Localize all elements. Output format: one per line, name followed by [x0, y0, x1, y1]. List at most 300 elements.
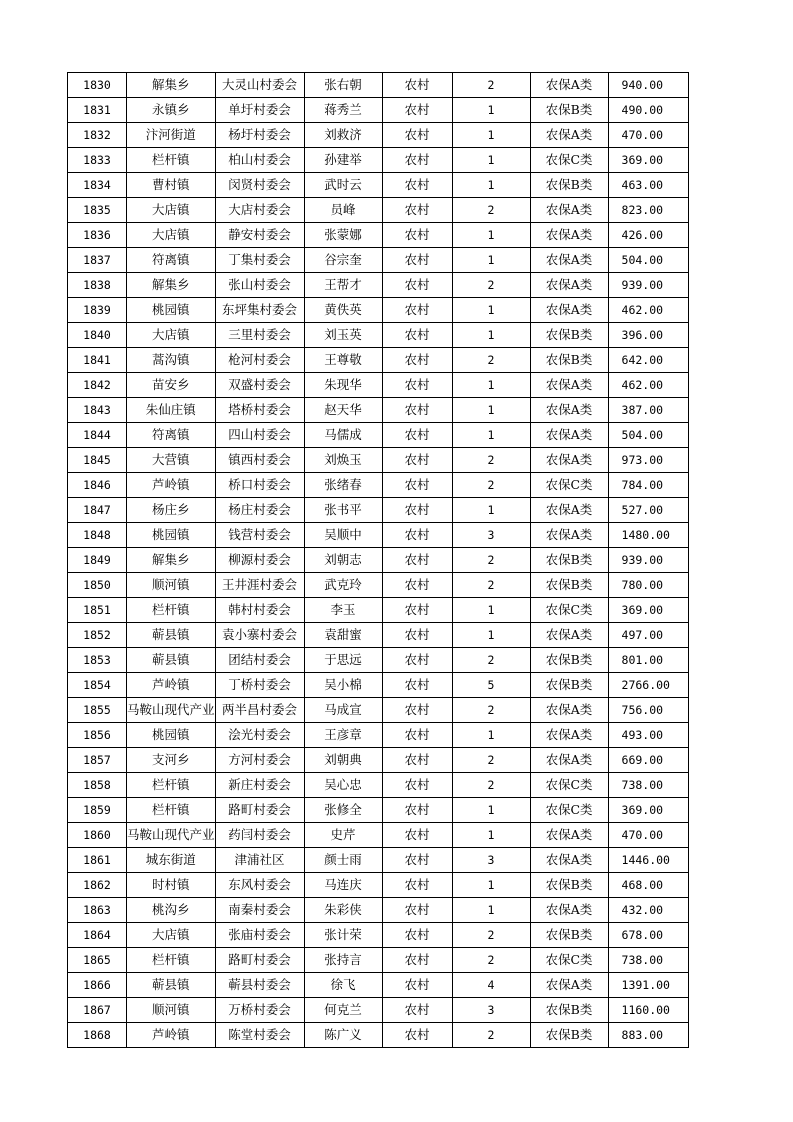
table-row: [68, 973, 689, 998]
insurance-class-cell: 农保A类: [530, 848, 608, 873]
row-number-cell: 1831: [68, 98, 127, 123]
household-count-cell: 1: [452, 248, 530, 273]
area-type-cell: 农村: [382, 698, 452, 723]
row-number-cell: 1835: [68, 198, 127, 223]
insurance-class-cell: 农保B类: [530, 1023, 608, 1048]
township-cell: 蕲县镇: [127, 973, 216, 998]
records-table: [67, 72, 689, 1048]
table-row: [68, 873, 689, 898]
insurance-class-cell: 农保A类: [530, 423, 608, 448]
person-name-cell: 刘朝志: [304, 548, 382, 573]
table-row: [68, 723, 689, 748]
person-name-cell: 袁甜蜜: [304, 623, 382, 648]
amount-cell: 497.00: [608, 623, 688, 648]
village-cell: 柳源村委会: [215, 548, 304, 573]
insurance-class-cell: 农保A类: [530, 973, 608, 998]
township-cell: 桃园镇: [127, 523, 216, 548]
village-cell: 两半昌村委会: [215, 698, 304, 723]
table-row: [68, 898, 689, 923]
amount-cell: 1446.00: [608, 848, 688, 873]
row-number-cell: 1830: [68, 73, 127, 98]
village-cell: 方河村委会: [215, 748, 304, 773]
township-cell: 汴河街道: [127, 123, 216, 148]
row-number-cell: 1855: [68, 698, 127, 723]
row-number-cell: 1847: [68, 498, 127, 523]
person-name-cell: 陈广义: [304, 1023, 382, 1048]
amount-cell: 462.00: [608, 298, 688, 323]
person-name-cell: 武克玲: [304, 573, 382, 598]
household-count-cell: 1: [452, 398, 530, 423]
area-type-cell: 农村: [382, 173, 452, 198]
person-name-cell: 刘焕玉: [304, 448, 382, 473]
household-count-cell: 2: [452, 473, 530, 498]
row-number-cell: 1854: [68, 673, 127, 698]
table-row: [68, 223, 689, 248]
household-count-cell: 1: [452, 898, 530, 923]
village-cell: 南秦村委会: [215, 898, 304, 923]
row-number-cell: 1839: [68, 298, 127, 323]
insurance-class-cell: 农保C类: [530, 148, 608, 173]
village-cell: 团结村委会: [215, 648, 304, 673]
person-name-cell: 马儒成: [304, 423, 382, 448]
township-cell: 大店镇: [127, 323, 216, 348]
household-count-cell: 5: [452, 673, 530, 698]
village-cell: 塔桥村委会: [215, 398, 304, 423]
person-name-cell: 刘救济: [304, 123, 382, 148]
area-type-cell: 农村: [382, 473, 452, 498]
township-cell: 桃园镇: [127, 298, 216, 323]
area-type-cell: 农村: [382, 248, 452, 273]
household-count-cell: 1: [452, 173, 530, 198]
insurance-class-cell: 农保C类: [530, 948, 608, 973]
amount-cell: 369.00: [608, 148, 688, 173]
insurance-class-cell: 农保C类: [530, 773, 608, 798]
area-type-cell: 农村: [382, 598, 452, 623]
table-row: [68, 348, 689, 373]
village-cell: 大店村委会: [215, 198, 304, 223]
amount-cell: 940.00: [608, 73, 688, 98]
township-cell: 蕲县镇: [127, 648, 216, 673]
village-cell: 路町村委会: [215, 948, 304, 973]
household-count-cell: 1: [452, 798, 530, 823]
row-number-cell: 1856: [68, 723, 127, 748]
table-row: [68, 398, 689, 423]
table-row: [68, 173, 689, 198]
village-cell: 镇西村委会: [215, 448, 304, 473]
person-name-cell: 李玉: [304, 598, 382, 623]
insurance-class-cell: 农保A类: [530, 723, 608, 748]
person-name-cell: 刘玉英: [304, 323, 382, 348]
row-number-cell: 1848: [68, 523, 127, 548]
amount-cell: 883.00: [608, 1023, 688, 1048]
person-name-cell: 武时云: [304, 173, 382, 198]
person-name-cell: 吴心忠: [304, 773, 382, 798]
table-row: [68, 798, 689, 823]
row-number-cell: 1837: [68, 248, 127, 273]
amount-cell: 784.00: [608, 473, 688, 498]
person-name-cell: 孙建举: [304, 148, 382, 173]
household-count-cell: 1: [452, 373, 530, 398]
insurance-class-cell: 农保B类: [530, 348, 608, 373]
area-type-cell: 农村: [382, 373, 452, 398]
township-cell: 栏杆镇: [127, 948, 216, 973]
insurance-class-cell: 农保A类: [530, 523, 608, 548]
area-type-cell: 农村: [382, 223, 452, 248]
household-count-cell: 1: [452, 223, 530, 248]
household-count-cell: 2: [452, 548, 530, 573]
amount-cell: 2766.00: [608, 673, 688, 698]
table-row: [68, 848, 689, 873]
table-row: [68, 98, 689, 123]
person-name-cell: 颜士雨: [304, 848, 382, 873]
village-cell: 路町村委会: [215, 798, 304, 823]
village-cell: 枪河村委会: [215, 348, 304, 373]
row-number-cell: 1853: [68, 648, 127, 673]
village-cell: 静安村委会: [215, 223, 304, 248]
household-count-cell: 1: [452, 598, 530, 623]
amount-cell: 823.00: [608, 198, 688, 223]
amount-cell: 738.00: [608, 773, 688, 798]
township-cell: 永镇乡: [127, 98, 216, 123]
row-number-cell: 1841: [68, 348, 127, 373]
insurance-class-cell: 农保A类: [530, 198, 608, 223]
township-cell: 顺河镇: [127, 998, 216, 1023]
table-row: [68, 373, 689, 398]
household-count-cell: 1: [452, 98, 530, 123]
household-count-cell: 2: [452, 773, 530, 798]
amount-cell: 504.00: [608, 248, 688, 273]
household-count-cell: 2: [452, 198, 530, 223]
village-cell: 单圩村委会: [215, 98, 304, 123]
table-row: [68, 823, 689, 848]
table-row: [68, 623, 689, 648]
household-count-cell: 2: [452, 348, 530, 373]
table-row: [68, 548, 689, 573]
township-cell: 符离镇: [127, 248, 216, 273]
township-cell: 解集乡: [127, 73, 216, 98]
household-count-cell: 4: [452, 973, 530, 998]
household-count-cell: 1: [452, 298, 530, 323]
area-type-cell: 农村: [382, 748, 452, 773]
row-number-cell: 1838: [68, 273, 127, 298]
person-name-cell: 朱彩侠: [304, 898, 382, 923]
village-cell: 丁集村委会: [215, 248, 304, 273]
household-count-cell: 1: [452, 823, 530, 848]
village-cell: 蕲县村委会: [215, 973, 304, 998]
person-name-cell: 王帮才: [304, 273, 382, 298]
household-count-cell: 1: [452, 723, 530, 748]
village-cell: 柏山村委会: [215, 148, 304, 173]
row-number-cell: 1866: [68, 973, 127, 998]
area-type-cell: 农村: [382, 998, 452, 1023]
area-type-cell: 农村: [382, 398, 452, 423]
area-type-cell: 农村: [382, 73, 452, 98]
insurance-class-cell: 农保B类: [530, 98, 608, 123]
table-row: [68, 698, 689, 723]
person-name-cell: 赵天华: [304, 398, 382, 423]
row-number-cell: 1850: [68, 573, 127, 598]
table-row: [68, 648, 689, 673]
amount-cell: 939.00: [608, 273, 688, 298]
area-type-cell: 农村: [382, 923, 452, 948]
table-row: [68, 73, 689, 98]
row-number-cell: 1860: [68, 823, 127, 848]
person-name-cell: 刘朝典: [304, 748, 382, 773]
amount-cell: 738.00: [608, 948, 688, 973]
area-type-cell: 农村: [382, 523, 452, 548]
insurance-class-cell: 农保B类: [530, 548, 608, 573]
person-name-cell: 张绪春: [304, 473, 382, 498]
township-cell: 曹村镇: [127, 173, 216, 198]
row-number-cell: 1863: [68, 898, 127, 923]
household-count-cell: 1: [452, 423, 530, 448]
row-number-cell: 1852: [68, 623, 127, 648]
table-row: [68, 423, 689, 448]
amount-cell: 1480.00: [608, 523, 688, 548]
village-cell: 杨圩村委会: [215, 123, 304, 148]
amount-cell: 470.00: [608, 823, 688, 848]
area-type-cell: 农村: [382, 948, 452, 973]
amount-cell: 1391.00: [608, 973, 688, 998]
insurance-class-cell: 农保A类: [530, 898, 608, 923]
amount-cell: 801.00: [608, 648, 688, 673]
amount-cell: 939.00: [608, 548, 688, 573]
area-type-cell: 农村: [382, 973, 452, 998]
amount-cell: 426.00: [608, 223, 688, 248]
amount-cell: 463.00: [608, 173, 688, 198]
row-number-cell: 1845: [68, 448, 127, 473]
table-row: [68, 198, 689, 223]
village-cell: 杨庄村委会: [215, 498, 304, 523]
area-type-cell: 农村: [382, 273, 452, 298]
area-type-cell: 农村: [382, 773, 452, 798]
township-cell: 解集乡: [127, 273, 216, 298]
household-count-cell: 2: [452, 448, 530, 473]
insurance-class-cell: 农保A类: [530, 748, 608, 773]
row-number-cell: 1834: [68, 173, 127, 198]
person-name-cell: 马连庆: [304, 873, 382, 898]
row-number-cell: 1844: [68, 423, 127, 448]
person-name-cell: 朱现华: [304, 373, 382, 398]
row-number-cell: 1859: [68, 798, 127, 823]
row-number-cell: 1867: [68, 998, 127, 1023]
person-name-cell: 谷宗奎: [304, 248, 382, 273]
township-cell: 符离镇: [127, 423, 216, 448]
table-row: [68, 598, 689, 623]
household-count-cell: 2: [452, 573, 530, 598]
village-cell: 药闫村委会: [215, 823, 304, 848]
amount-cell: 493.00: [608, 723, 688, 748]
table-row: [68, 498, 689, 523]
insurance-class-cell: 农保A类: [530, 623, 608, 648]
area-type-cell: 农村: [382, 198, 452, 223]
insurance-class-cell: 农保A类: [530, 123, 608, 148]
household-count-cell: 3: [452, 998, 530, 1023]
village-cell: 大灵山村委会: [215, 73, 304, 98]
area-type-cell: 农村: [382, 298, 452, 323]
area-type-cell: 农村: [382, 98, 452, 123]
row-number-cell: 1858: [68, 773, 127, 798]
insurance-class-cell: 农保A类: [530, 373, 608, 398]
area-type-cell: 农村: [382, 648, 452, 673]
household-count-cell: 1: [452, 323, 530, 348]
table-row: [68, 148, 689, 173]
insurance-class-cell: 农保B类: [530, 648, 608, 673]
village-cell: 万桥村委会: [215, 998, 304, 1023]
table-row: [68, 673, 689, 698]
area-type-cell: 农村: [382, 498, 452, 523]
village-cell: 丁桥村委会: [215, 673, 304, 698]
village-cell: 津浦社区: [215, 848, 304, 873]
table-row: [68, 323, 689, 348]
household-count-cell: 1: [452, 498, 530, 523]
township-cell: 时村镇: [127, 873, 216, 898]
township-cell: 桃园镇: [127, 723, 216, 748]
township-cell: 芦岭镇: [127, 1023, 216, 1048]
area-type-cell: 农村: [382, 573, 452, 598]
row-number-cell: 1840: [68, 323, 127, 348]
amount-cell: 669.00: [608, 748, 688, 773]
person-name-cell: 员峰: [304, 198, 382, 223]
area-type-cell: 农村: [382, 348, 452, 373]
person-name-cell: 史芹: [304, 823, 382, 848]
insurance-class-cell: 农保B类: [530, 173, 608, 198]
township-cell: 苗安乡: [127, 373, 216, 398]
area-type-cell: 农村: [382, 723, 452, 748]
household-count-cell: 2: [452, 748, 530, 773]
area-type-cell: 农村: [382, 823, 452, 848]
amount-cell: 490.00: [608, 98, 688, 123]
row-number-cell: 1842: [68, 373, 127, 398]
insurance-class-cell: 农保A类: [530, 248, 608, 273]
township-cell: 栏杆镇: [127, 598, 216, 623]
person-name-cell: 王彦章: [304, 723, 382, 748]
village-cell: 张山村委会: [215, 273, 304, 298]
insurance-class-cell: 农保A类: [530, 498, 608, 523]
township-cell: 栏杆镇: [127, 798, 216, 823]
row-number-cell: 1849: [68, 548, 127, 573]
row-number-cell: 1868: [68, 1023, 127, 1048]
township-cell: 支河乡: [127, 748, 216, 773]
row-number-cell: 1862: [68, 873, 127, 898]
household-count-cell: 2: [452, 923, 530, 948]
area-type-cell: 农村: [382, 123, 452, 148]
village-cell: 王井涯村委会: [215, 573, 304, 598]
table-row: [68, 998, 689, 1023]
row-number-cell: 1832: [68, 123, 127, 148]
insurance-class-cell: 农保A类: [530, 448, 608, 473]
area-type-cell: 农村: [382, 548, 452, 573]
insurance-class-cell: 农保A类: [530, 298, 608, 323]
household-count-cell: 2: [452, 1023, 530, 1048]
person-name-cell: 马成宣: [304, 698, 382, 723]
table-row: [68, 948, 689, 973]
household-count-cell: 2: [452, 698, 530, 723]
row-number-cell: 1843: [68, 398, 127, 423]
area-type-cell: 农村: [382, 148, 452, 173]
township-cell: 芦岭镇: [127, 673, 216, 698]
village-cell: 新庄村委会: [215, 773, 304, 798]
amount-cell: 462.00: [608, 373, 688, 398]
village-cell: 闵贤村委会: [215, 173, 304, 198]
person-name-cell: 于思远: [304, 648, 382, 673]
household-count-cell: 2: [452, 273, 530, 298]
household-count-cell: 1: [452, 873, 530, 898]
insurance-class-cell: 农保A类: [530, 73, 608, 98]
amount-cell: 468.00: [608, 873, 688, 898]
township-cell: 大店镇: [127, 223, 216, 248]
village-cell: 三里村委会: [215, 323, 304, 348]
area-type-cell: 农村: [382, 848, 452, 873]
table-row: [68, 773, 689, 798]
amount-cell: 527.00: [608, 498, 688, 523]
village-cell: 张庙村委会: [215, 923, 304, 948]
area-type-cell: 农村: [382, 423, 452, 448]
area-type-cell: 农村: [382, 623, 452, 648]
township-cell: 栏杆镇: [127, 773, 216, 798]
amount-cell: 470.00: [608, 123, 688, 148]
insurance-class-cell: 农保A类: [530, 223, 608, 248]
insurance-class-cell: 农保A类: [530, 398, 608, 423]
row-number-cell: 1861: [68, 848, 127, 873]
table-body: [68, 73, 689, 1048]
township-cell: 朱仙庄镇: [127, 398, 216, 423]
table-row: [68, 473, 689, 498]
table-row: [68, 523, 689, 548]
township-cell: 杨庄乡: [127, 498, 216, 523]
person-name-cell: 王尊敬: [304, 348, 382, 373]
table-row: [68, 448, 689, 473]
household-count-cell: 3: [452, 848, 530, 873]
amount-cell: 1160.00: [608, 998, 688, 1023]
area-type-cell: 农村: [382, 1023, 452, 1048]
person-name-cell: 黄佚英: [304, 298, 382, 323]
amount-cell: 432.00: [608, 898, 688, 923]
household-count-cell: 2: [452, 648, 530, 673]
area-type-cell: 农村: [382, 448, 452, 473]
amount-cell: 369.00: [608, 798, 688, 823]
person-name-cell: 张修全: [304, 798, 382, 823]
amount-cell: 678.00: [608, 923, 688, 948]
insurance-class-cell: 农保B类: [530, 323, 608, 348]
village-cell: 东风村委会: [215, 873, 304, 898]
table-row: [68, 1023, 689, 1048]
township-cell: 栏杆镇: [127, 148, 216, 173]
insurance-class-cell: 农保C类: [530, 798, 608, 823]
village-cell: 袁小寨村委会: [215, 623, 304, 648]
household-count-cell: 1: [452, 123, 530, 148]
township-cell: 蕲县镇: [127, 623, 216, 648]
township-cell: 桃沟乡: [127, 898, 216, 923]
household-count-cell: 1: [452, 623, 530, 648]
person-name-cell: 张计荣: [304, 923, 382, 948]
village-cell: 东坪集村委会: [215, 298, 304, 323]
village-cell: 四山村委会: [215, 423, 304, 448]
table-row: [68, 748, 689, 773]
village-cell: 浍光村委会: [215, 723, 304, 748]
row-number-cell: 1865: [68, 948, 127, 973]
village-cell: 桥口村委会: [215, 473, 304, 498]
amount-cell: 642.00: [608, 348, 688, 373]
insurance-class-cell: 农保A类: [530, 823, 608, 848]
table-row: [68, 123, 689, 148]
row-number-cell: 1846: [68, 473, 127, 498]
household-count-cell: 1: [452, 148, 530, 173]
insurance-class-cell: 农保C类: [530, 598, 608, 623]
township-cell: 顺河镇: [127, 573, 216, 598]
table-row: [68, 573, 689, 598]
row-number-cell: 1851: [68, 598, 127, 623]
